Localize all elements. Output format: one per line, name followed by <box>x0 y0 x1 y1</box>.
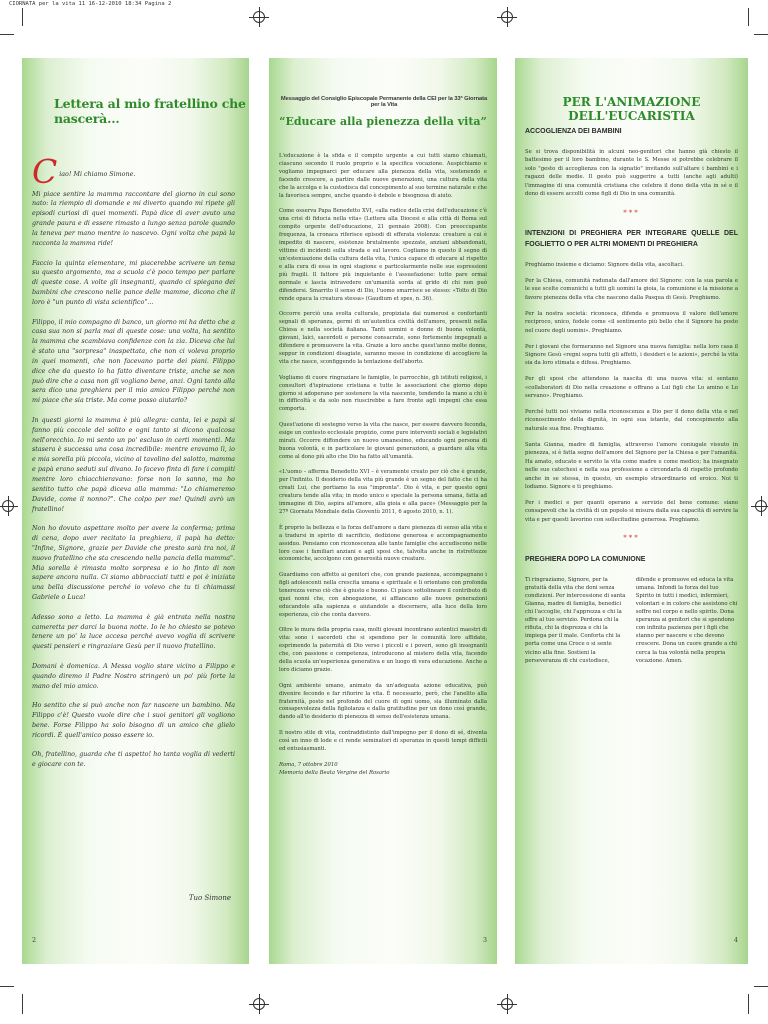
message-title: “Educare alla pienezza della vita” <box>279 115 487 128</box>
welcome-text: Se si trova disponibilità in alcuni neo-genitori che hanno già chiesto il battesimo per il loro bambino, durante le S. Messe si potrebbe celebrare il solo "gesto di accoglienza con la signatio" invitando sull'altare i bambini e i ragazzi delle medie. Il gesto può suggerire a tutti (anche agli adulti) l'immagine di una comunità cristiana che celebra il dono della vita in sé e il dono di essere accolti come figli di Dio in una comunità. <box>525 149 738 198</box>
letter-paragraph: Faccio la quinta elementare, mi piacerebbe scrivere un tema su questo argomento, ma a scuola c'è poco tempo per parlare di queste cose. A volte gli insegnanti, quando ci spiegano dei bambini che crescono nelle pance delle mamme, dicono che il loro è "un punto di vista scientifico"... <box>32 259 235 306</box>
intention-item: Perché tutti noi viviamo nella riconoscenza a Dio per il dono della vita e nel riconoscimento della dignità, in ogni sua istante, dal concepimento alla naturale sua fine. Preghiamo. <box>525 409 738 432</box>
message-body <box>279 153 487 777</box>
message-paragraph: Oltre le mura della propria casa, molti giovani incontrano autentici maestri di vita: sono i sacerdoti che si spendono per le comunità loro affidate, esprimendo la paternità di Dio verso i piccoli e i poveri, sono gli insegnanti che, con passione e competenza, introducono al mistero della vita, facendo della scuola un'esperienza generativa e un luogo di vera educazione. Anche a loro diciamo grazie. <box>279 627 487 674</box>
letter-body <box>32 152 235 780</box>
intention-item: Preghiamo insieme e diciamo: Signore della vita, ascoltaci. <box>525 262 684 269</box>
letter-signature: Tuo Simone <box>188 894 231 902</box>
message-paragraph: È proprio la bellezza e la forza dell'amore a dare pienezza di senso alla vita e a tradursi in spirito di sacrificio, dedizione generosa e accompagnamento assiduo. Pensiamo con riconoscenza alle tante famiglie che accudiscono nelle loro case i familiari anziani e agli sposi che, talvolta anche in ristrettezze economiche, accolgono con generosità nuove creature. <box>279 524 487 563</box>
intention-item: Per la Chiesa, comunità radunata dall'amore del Signore: con la sua parola e le sue scelte comunichi a tutti gli uomini la gioia, la comunione e la missione a favore pienezza della vita che nascono dalla Pasqua di Gesù. Preghiamo. <box>525 278 738 301</box>
intention-item: Santa Gianna, madre di famiglia, attraverso l'amore coniugale vissuto in pienezza, si è fatta segno dell'amore del Signore per la Chiesa e per l'umanità. Ha amato, educato e servito la vita come madre e come medico; ha insegnato nelle sue catechesi e nella sua professione a circondarla di rispetto profondo anche in se stessa, in questo, un esempio straordinario ed eroico. Noi ti lodiamo. Signore e ti preghiamo. <box>525 441 738 491</box>
intention-item: Per gli sposi che attendono la nascita di una nuova vita: si sentano «collaboratori di Dio nella creazione e offrano a Lui figli che Lo amino e Lo servano». Preghiamo. <box>525 376 738 400</box>
letter-greeting: iao! Mi chiamo Simone. <box>59 171 136 178</box>
crop-mark <box>748 994 749 1014</box>
message-paragraph: Occorre perciò una svolta culturale, propiziata dai numerosi e confortanti segnali di speranza, germi di un'autentica civiltà dell'amore, presenti nella Chiesa e nella società italiana. Tanti uomini e donne di buona volontà, giovani, laici, sacerdoti e persone consacrate, sono fortemente impegnati a difendere e promuovere la vita. Grazie a loro anche quest'anno molte donne, seppur in condizioni disagiate, saranno messe in condizione di accogliere la vita che nasce, sconfiggendo la tentazione dell'aborto. <box>279 311 487 366</box>
letter-title: Lettera al mio fratellino che nascerà... <box>54 96 246 126</box>
crop-mark <box>754 34 768 35</box>
print-slug: CIORNATA per la vita 11 16-12-2010 18:34 Pagina 2 <box>9 1 172 7</box>
crop-mark <box>754 986 768 987</box>
message-footer <box>279 761 487 777</box>
registration-mark <box>253 998 265 1010</box>
letter-paragraph: Filippo, il mio compagno di banco, un giorno mi ha detto che a casa sua non si parla mai di queste cose: una volta, ha sentito la mamma che scambiava confidenze con la zia. Diceva che lui è stato una "sorpresa" inaspettata, che non ci voleva proprio in quei momenti, che non facevano parte dei piani. Filippo dice che da questo lo ha fatto diventare triste, anche se non può dire che a casa non gli vogliano bene, anzi. Ogni tanto alla sera dico una preghiera per il mio amico Filippo perché non mi piace che sia triste. Ma come posso aiutarlo? <box>32 318 235 405</box>
message-paragraph: «L'uomo – afferma Benedetto XVI – è veramente creato per ciò che è grande, per l'infinito. Il desiderio della vita più grande è un segno del fatto che ci ha creati Lui, che portiamo la sua "impronta". Dio è vita, e per questo ogni creatura tende alla vita; in modo unico e speciale la persona umana, fatta ad immagine di Dio, aspira all'amore, alla gioia e alla pace» (Messaggio per la 27ª Giornata Mondiale della Gioventù 2011, 6 agosto 2010, n. 1). <box>279 469 487 516</box>
crop-mark <box>0 986 14 987</box>
crop-mark <box>0 34 14 35</box>
section-title-intentions: INTENZIONI DI PREGHIERA PER INTEGRARE QUELLE DEL FOGLIETTO O PER ALTRI MOMENTI DI PREGHIERA <box>525 230 738 249</box>
section-title-prayer: PREGHIERA DOPO LA COMUNIONE <box>525 555 646 563</box>
prayer-column-right: difende e promuove ed educa la vita umana. Infondi la forza del tuo Spirito in tutti i medici, infermieri, volontari e in coloro che assistono chi soffre nel corpo e nello spirito. Dona speranza ai genitori che si spendono con infinita pazienza per i figli che stanno per nascere e che devono crescere. Dona un cuore grande a chi cerca la tua volontà nella propria vocazione. Amen. <box>635 576 738 664</box>
message-date: Roma, 7 ottobre 2010 <box>279 762 338 769</box>
prayer-column-left: Ti ringraziamo, Signore, per la gratuità della vita che doni senza condizioni. Per intercessione di santa Gianna, madre di famiglia, benedici chi l'accoglie, chi l'apprezza e chi la offre al tuo servizio. Perdona chi la rifiuta, chi la disprezza e chi la impiega per il male. Conforta chi la porta come una Croce o si sente vicino alla fine. Sostieni la perseveranza di chi custodisce, <box>525 576 626 664</box>
intention-item: Per la nostra società: riconosca, difenda e promuova il valore dell'amore reciproco, unico, fedele come «il sentimento più bello che il Signore ha posto nel cuore degli uomini». Preghiamo. <box>525 310 738 334</box>
crop-mark <box>22 8 23 26</box>
letter-paragraph: Ho sentito che si può anche non far nascere un bambino. Ma Filippo c'è! Questo vuole dire che i suoi genitori gli vogliono bene. Forse Filippo ha solo bisogno di un amico che glielo ricordi. È quell'amico posso essere io. <box>32 702 235 739</box>
registration-mark <box>253 11 265 23</box>
intention-item: Per i giovani che formeranno nel Signore una nuova famiglia: nella loro casa il Signore Gesù «regni sopra tutti gli affetti, i desideri e le azioni», perché la vita sia da loro stimata e difesa. Preghiamo. <box>525 343 738 367</box>
page-eucharist <box>515 58 748 964</box>
letter-paragraph: Oh, fratellino, guarda che ti aspetto! ho tanta voglia di vederti e giocare con te. <box>32 751 235 769</box>
letter-paragraph: In questi giorni la mamma è più allegra: canta, lei e papà si fanno più coccole del solito e ogni tanto si dicono qualcosa nell'orecchio. Io mi sento un po' escluso in certi momenti. Ma stasera è successa una cosa incredibile: mentre eravamo lì, io e mia sorella più piccola, vicino al tavolino del salotto, mamma e papà erano seduti sul divano. Io facevo finta di fare i compiti mentre loro chiacchieravano: forse non lo sanno, ma ho sentito tutto che papà diceva alla mamma: "Lo chiameremo Davide, come il nonno?". Che colpo per me! Quindi avrò un fratellino! <box>32 416 235 513</box>
message-paragraph: L'educazione è la sfida e il compito urgente a cui tutti siamo chiamati, ciascuno secondo il ruolo proprio e la specifica vocazione. Auspichiamo e vogliamo impegnarci per educare alla pienezza della vita, sostenendo e facendo crescere, a partire dalle nuove generazioni, una cultura della vita che la accolga e la custodisca dal concepimento al suo termine naturale e che la favorisca sempre, anche quando è debole e bisognosa di aiuto. <box>279 153 487 199</box>
eucharist-body <box>525 126 738 665</box>
message-paragraph: Ogni ambiente umano, animato da un'adeguata azione educativa, può divenire fecondo e far rifiorire la vita. È necessario, però, che l'anelito alla fraternità, posto nel profondo del cuore di ogni uomo, sia illuminato dalla consapevolezza della figliolanza e dalla gratitudine per un dono così grande, dando all'io desiderio di pienezza di senso dell'esistenza umana. <box>279 682 487 721</box>
page-number: 4 <box>733 936 738 944</box>
registration-mark <box>2 500 14 512</box>
intention-item: Per i medici e per quanti operano a servizio del bene comune: siano consapevoli che la civiltà di un popolo si misura dalla sua capacità di servire la vita e per questi lavorino con sollecitudine generosa. Preghiamo. <box>525 499 738 523</box>
letter-paragraph: Mi piace sentire la mamma raccontare del giorno in cui sono nato: la riempio di domande e mi diverto quando mi ripete gli episodi curiosi di quei momenti. Papà dice di aver avuto una grande paura e di essere rimasto a lungo senza parole quando la teneva per mano mentre io nascevo. Ogni volta che papà la racconta la mamma ride! <box>32 190 235 247</box>
registration-mark <box>501 998 513 1010</box>
page-message <box>269 58 497 964</box>
registration-mark <box>755 500 767 512</box>
drop-cap: C <box>32 152 58 191</box>
registration-mark <box>501 11 513 23</box>
letter-paragraph: Domani è domenica. A Messa voglio stare vicino a Filippo e quando diremo il Padre Nostro stringerò un po' più forte la mano del mio amico. <box>32 662 235 690</box>
crop-mark <box>748 8 749 26</box>
section-divider: *** <box>623 208 640 217</box>
page-letter <box>22 58 249 964</box>
section-divider: *** <box>623 534 640 543</box>
message-paragraph: Quest'azione di sostegno verso la vita che nasce, per essere davvero feconda, esige un contesto ecclesiale propizio, come pure interventi sociali e legislativi mirati. Occorre diffondere un nuovo umanesimo, educando ogni persona di buona volontà, e in particolare le giovani generazioni, a guardare alla vita come al dono più alto che Dio ha fatto all'umanità. <box>279 421 487 460</box>
page-number: 2 <box>32 936 37 944</box>
letter-paragraph: Non ho dovuto aspettare molto per avere la conferma; prima di cena, dopo aver recitato la preghiera, il papà ha detto: "Infine, Signore, grazie per Davide che presto sarà tra noi, il nuovo fratellino che sta crescendo nella pancia della mamma". Mia sorella è rimasta molto sorpresa e io ho finto di non sapere ancora nulla. Ci siamo abbracciati tutti e poi è iniziata una bella discussione perché io volevo che tu ti chiamassi Gabriele o Luca! <box>32 525 235 602</box>
page-number: 3 <box>482 936 487 944</box>
message-paragraph: Come osserva Papa Benedetto XVI, «alla radice della crisi dell'educazione c'è una crisi di fiducia nella vita» (Lettera alla Diocesi e alla città di Roma sul compito urgente dell'educazione, 21 gennaio 2008). Con preoccupante frequenza, la cronaca riferisce episodi di efferata violenza: creature a cui è impedito di nascere, esistenze brutalmente spezzate, anziani abbandonati, vittime di incidenti sulla strada e sul lavoro. Cogliamo in questo il segno di un'estenuazione della cultura della vita, l'unica capace di educare al rispetto e alla cura di essa in ogni stagione e particolarmente nelle sue espressioni più fragili. Il fattore più inquietante è l'assuefazione: tutto pare ormai normale e lascia intravedere un'umanità sorda al grido di chi non può difendersi. Smarrito il senso di Dio, l'uomo smarrisce se stesso: «Tolto di Dio rende opaca la creatura stessa» (Gaudium et spes, n. 36). <box>279 208 487 302</box>
eucharist-title: PER L'ANIMAZIONE DELL'EUCARISTIA <box>562 95 701 123</box>
message-header: Messaggio del Consiglio Episcopale Permanente della CEI per la 33ª Giornata per la Vita <box>280 96 488 108</box>
letter-paragraph: Adesso sono a letto. La mamma è già entrata nella nostra cameretta per darci la buona notte. Io le ho chiesto se potevo tenere un po' la luce accesa perché avevo voglia di scrivere questi pensieri e ringraziare Gesù per il nuovo fratellino. <box>32 613 235 651</box>
message-paragraph: Il nostro stile di vita, contraddistinto dall'impegno per il dono di sé, diventa così un inno di lode e ci rende seminatori di speranza in questi tempi difficili ed entusiasmanti. <box>279 729 487 752</box>
communion-prayer <box>525 576 738 665</box>
message-paragraph: Vogliamo di cuore ringraziare le famiglie, le parrocchie, gli istituti religiosi, i consultori d'ispirazione cristiana e tutte le associazioni che giorno dopo giorno si adoperano per sostenere la vita nascente, tendendo la mano a chi è in difficoltà e da solo non riuscirebbe a fare fronte agli impegni che essa comporta. <box>279 374 487 413</box>
message-memorial: Memoria della Beata Vergine del Rosario <box>279 770 390 777</box>
message-paragraph: Guardiamo con affetto ai genitori che, con grande pazienza, accompagnano i figli adolescenti nella crescita umana e spirituale e li orientano con profonda tenerezza verso ciò che è giusto e buono. Ci piace sottolineare il contributo di quei nonni che, con abnegazione, si affiancano alle nuove generazioni educandole alla sapienza e aiutandole a discernere, alla luce della loro esperienza, ciò che conta davvero. <box>279 572 487 618</box>
crop-mark <box>22 994 23 1014</box>
section-title-welcome: ACCOGLIENZA DEI BAMBINI <box>525 128 622 135</box>
